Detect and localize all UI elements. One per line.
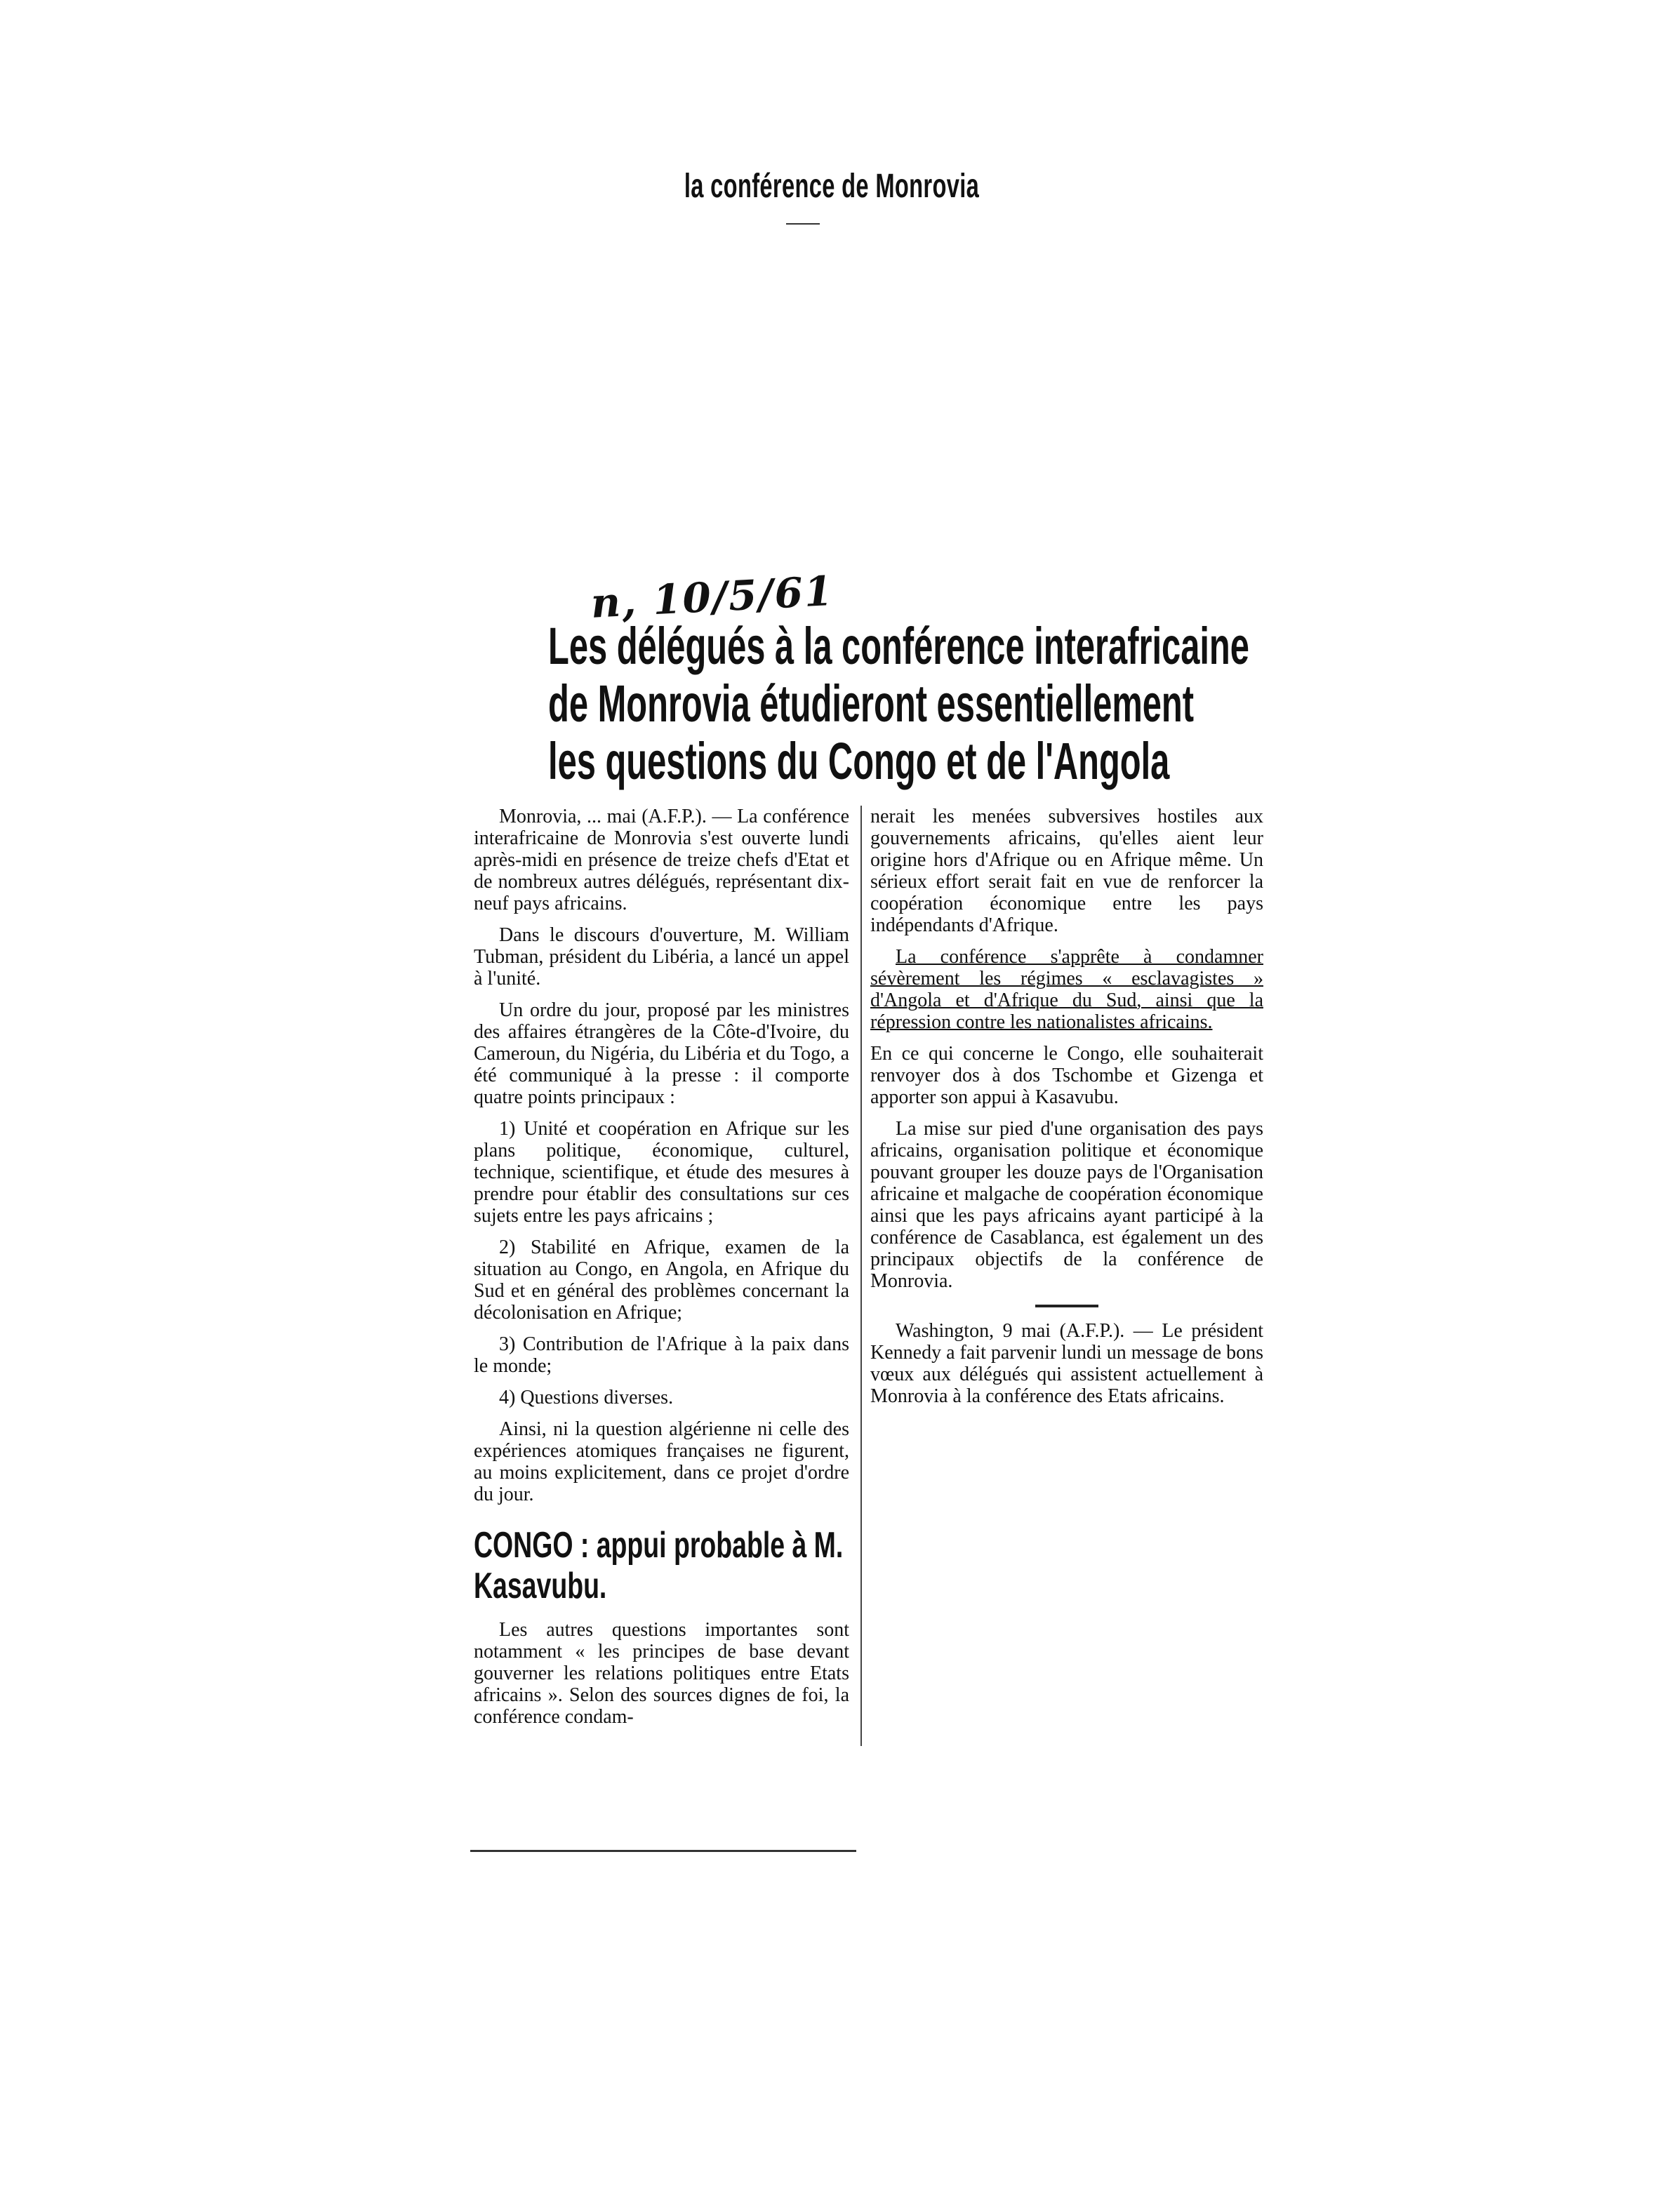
kicker-rule xyxy=(786,223,820,225)
dispatch-separator-rule xyxy=(1035,1305,1098,1307)
article-headline xyxy=(393,618,1305,790)
congo-subheading: CONGO : appui probable à M. Kasavubu. xyxy=(474,1525,844,1606)
left-paragraph-2: Dans le discours d'ouverture, M. William Tubman, président du Libéria, a lancé un appel à l'unité. xyxy=(474,924,849,990)
article-right-column xyxy=(870,806,1263,1417)
column-divider xyxy=(860,806,862,1746)
left-paragraph-3: Un ordre du jour, proposé par les ministres des affaires étrangères de la Côte-d'Ivoire, du Cameroun, du Nigéria, du Libéria et du Togo, a été communiqué à la presse : il comporte quatre points principaux : xyxy=(474,999,849,1108)
left-paragraph-9: Les autres questions importantes sont notamment « les principes de base devant gouverner les relations politiques entre Etats africains ». Selon des sources dignes de foi, la conférence condam- xyxy=(474,1619,849,1728)
article-end-rule xyxy=(470,1850,856,1852)
headline-line-2: de Monrovia étudieront essentiellement xyxy=(548,674,1195,733)
left-paragraph-1: Monrovia, ... mai (A.F.P.). — La conférence interafricaine de Monrovia s'est ouverte lundi après-midi en présence de treize chefs d'Etat et de nombreux autres délégués, représentant dix-neuf pays africains. xyxy=(474,806,849,914)
article-left-column xyxy=(474,806,849,1738)
headline-line-1: Les délégués à la conférence interafricaine xyxy=(548,617,1249,675)
left-paragraph-4: 1) Unité et coopération en Afrique sur les plans politique, économique, culturel, technique, scientifique, et étude des mesures à prendre pour établir des consultations sur ces sujets entre les pays africains ; xyxy=(474,1118,849,1227)
right-paragraph-4: Washington, 9 mai (A.F.P.). — Le président Kennedy a fait parvenir lundi un message de bons vœux aux délégués qui assistent actuellement à Monrovia à la conférence des Etats africains. xyxy=(870,1320,1263,1407)
section-kicker: la conférence de Monrovia xyxy=(684,168,980,205)
right-paragraph-2b: En ce qui concerne le Congo, elle souhaiterait renvoyer dos à dos Tschombe et Gizenga et apporter son appui à Kasavubu. xyxy=(870,1043,1263,1108)
right-paragraph-3: La mise sur pied d'une organisation des pays africains, organisation politique et économique pouvant grouper les douze pays de l'Organisation africaine et malgache de coopération économique ainsi que les pays africains ayant participé à la conférence de Casablanca, est également un des principaux objectifs de la conférence de Monrovia. xyxy=(870,1118,1263,1292)
right-paragraph-2-underlined: La conférence s'apprête à condamner sévèrement les régimes « esclavagistes » d'Angola et d'Afrique du Sud, ainsi que la répression contre les nationalistes africains. xyxy=(870,946,1263,1033)
left-paragraph-6: 3) Contribution de l'Afrique à la paix dans le monde; xyxy=(474,1333,849,1377)
handwritten-date-annotation: n, 10/5/61 xyxy=(590,566,835,627)
right-paragraph-1: nerait les menées subversives hostiles aux gouvernements africains, qu'elles aient leur origine hors d'Afrique ou en Afrique même. Un sérieux effort serait fait en vue de renforcer la coopération économique entre les pays indépendants d'Afrique. xyxy=(870,806,1263,936)
headline-line-3: les questions du Congo et de l'Angola xyxy=(548,732,1170,790)
left-paragraph-7: 4) Questions diverses. xyxy=(499,1387,674,1408)
left-paragraph-5: 2) Stabilité en Afrique, examen de la situation au Congo, en Angola, en Afrique du Sud et en général des problèmes concernant la décolonisation en Afrique; xyxy=(474,1237,849,1324)
left-paragraph-8: Ainsi, ni la question algérienne ni celle des expériences atomiques françaises ne figurent, au moins explicitement, dans ce projet d'ordre du jour. xyxy=(474,1418,849,1505)
